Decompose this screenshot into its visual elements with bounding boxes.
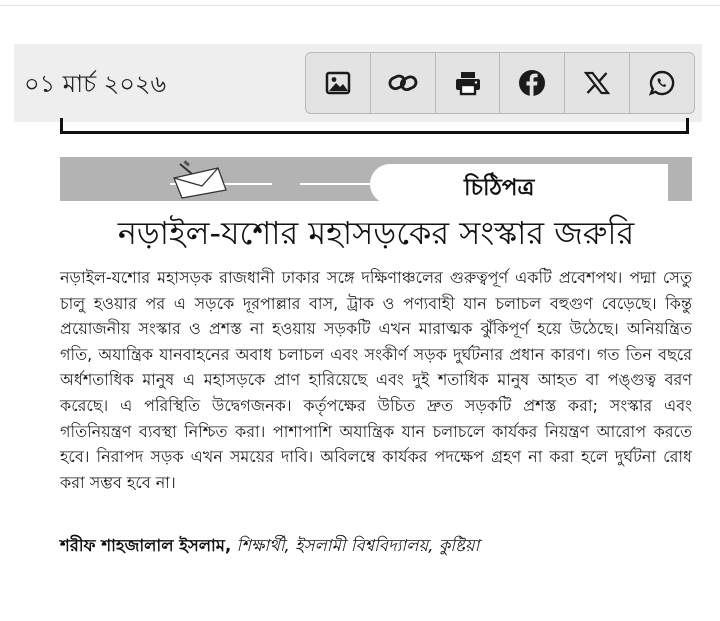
x-icon: [584, 71, 610, 95]
whatsapp-share-button[interactable]: [630, 53, 694, 113]
article-body: নড়াইল-যশোর মহাসড়ক রাজধানী ঢাকার সঙ্গে দক্ষিণাঞ্চলের গুরুত্বপূর্ণ একটি প্রবেশপথ। পদ্মা সেতু চালু হওয়ার পর এ সড়কে দূরপাল্লার বাস, ট্রাক ও পণ্যবাহী যান চলাচল বহুগুণ বেড়েছে। কিন্তু প্রয়োজনীয় সংস্কার ও প্রশস্ত না হওয়ায় সড়কটি এখন মারাত্মক ঝুঁকিপূর্ণ হয়ে উঠেছে। অনিয়ন্ত্রিত গতি, অযান্ত্রিক যানবাহনের অবাধ চলাচল এবং সংকীর্ণ সড়ক দুর্ঘটনার প্রধান কারণ। গত তিন বছরে অর্ধশতাধিক মানুষ এ মহাসড়কে প্রাণ হারিয়েছে এবং দুই শতাধিক মানুষ আহত বা পঙ্গুত্ব বরণ করেছে। এ পরিস্থিতি উদ্বেগজনক। কর্তৃপক্ষের উচিত দ্রুত সড়কটি প্রশস্ত করা; সংস্কার এবং গতিনিয়ন্ত্রণ ব্যবস্থা নিশ্চিত করা। পাশাপাশি অযান্ত্রিক যান চলাচলে কার্যকর নিয়ন্ত্রণ আরোপ করতে হবে। নিরাপদ সড়ক এখন সময়ের দাবি। অবিলম্বে কার্যকর পদক্ষেপ গ্রহণ না করা হলে দুর্ঘটনা রোধ করা সম্ভব হবে না।: [60, 268, 692, 492]
share-buttons: [305, 52, 695, 114]
facebook-icon: [518, 69, 546, 97]
publish-date: ০১ মার্চ ২০২৬: [24, 70, 167, 98]
letter-envelope-icon: [168, 160, 232, 200]
author-signature: [60, 533, 479, 560]
x-share-button[interactable]: [565, 53, 630, 113]
print-icon: [454, 70, 482, 96]
whatsapp-icon: [648, 69, 676, 97]
author-name: শরীফ শাহজালাল ইসলাম,: [60, 536, 232, 555]
top-divider: [0, 5, 720, 6]
clipping-frame: [60, 118, 689, 134]
image-icon: [325, 71, 351, 95]
section-title: চিঠিপত্র: [464, 175, 535, 201]
copy-link-button[interactable]: [371, 53, 436, 113]
author-affiliation: শিক্ষার্থী, ইসলামী বিশ্ববিদ্যালয়, কুষ্টিয়া: [236, 536, 480, 555]
section-label: [370, 164, 668, 204]
link-icon: [388, 73, 418, 93]
article-headline: নড়াইল-যশোর মহাসড়কের সংস্কার জরুরি: [117, 214, 635, 252]
print-button[interactable]: [436, 53, 501, 113]
facebook-share-button[interactable]: [500, 53, 565, 113]
image-share-button[interactable]: [306, 53, 371, 113]
